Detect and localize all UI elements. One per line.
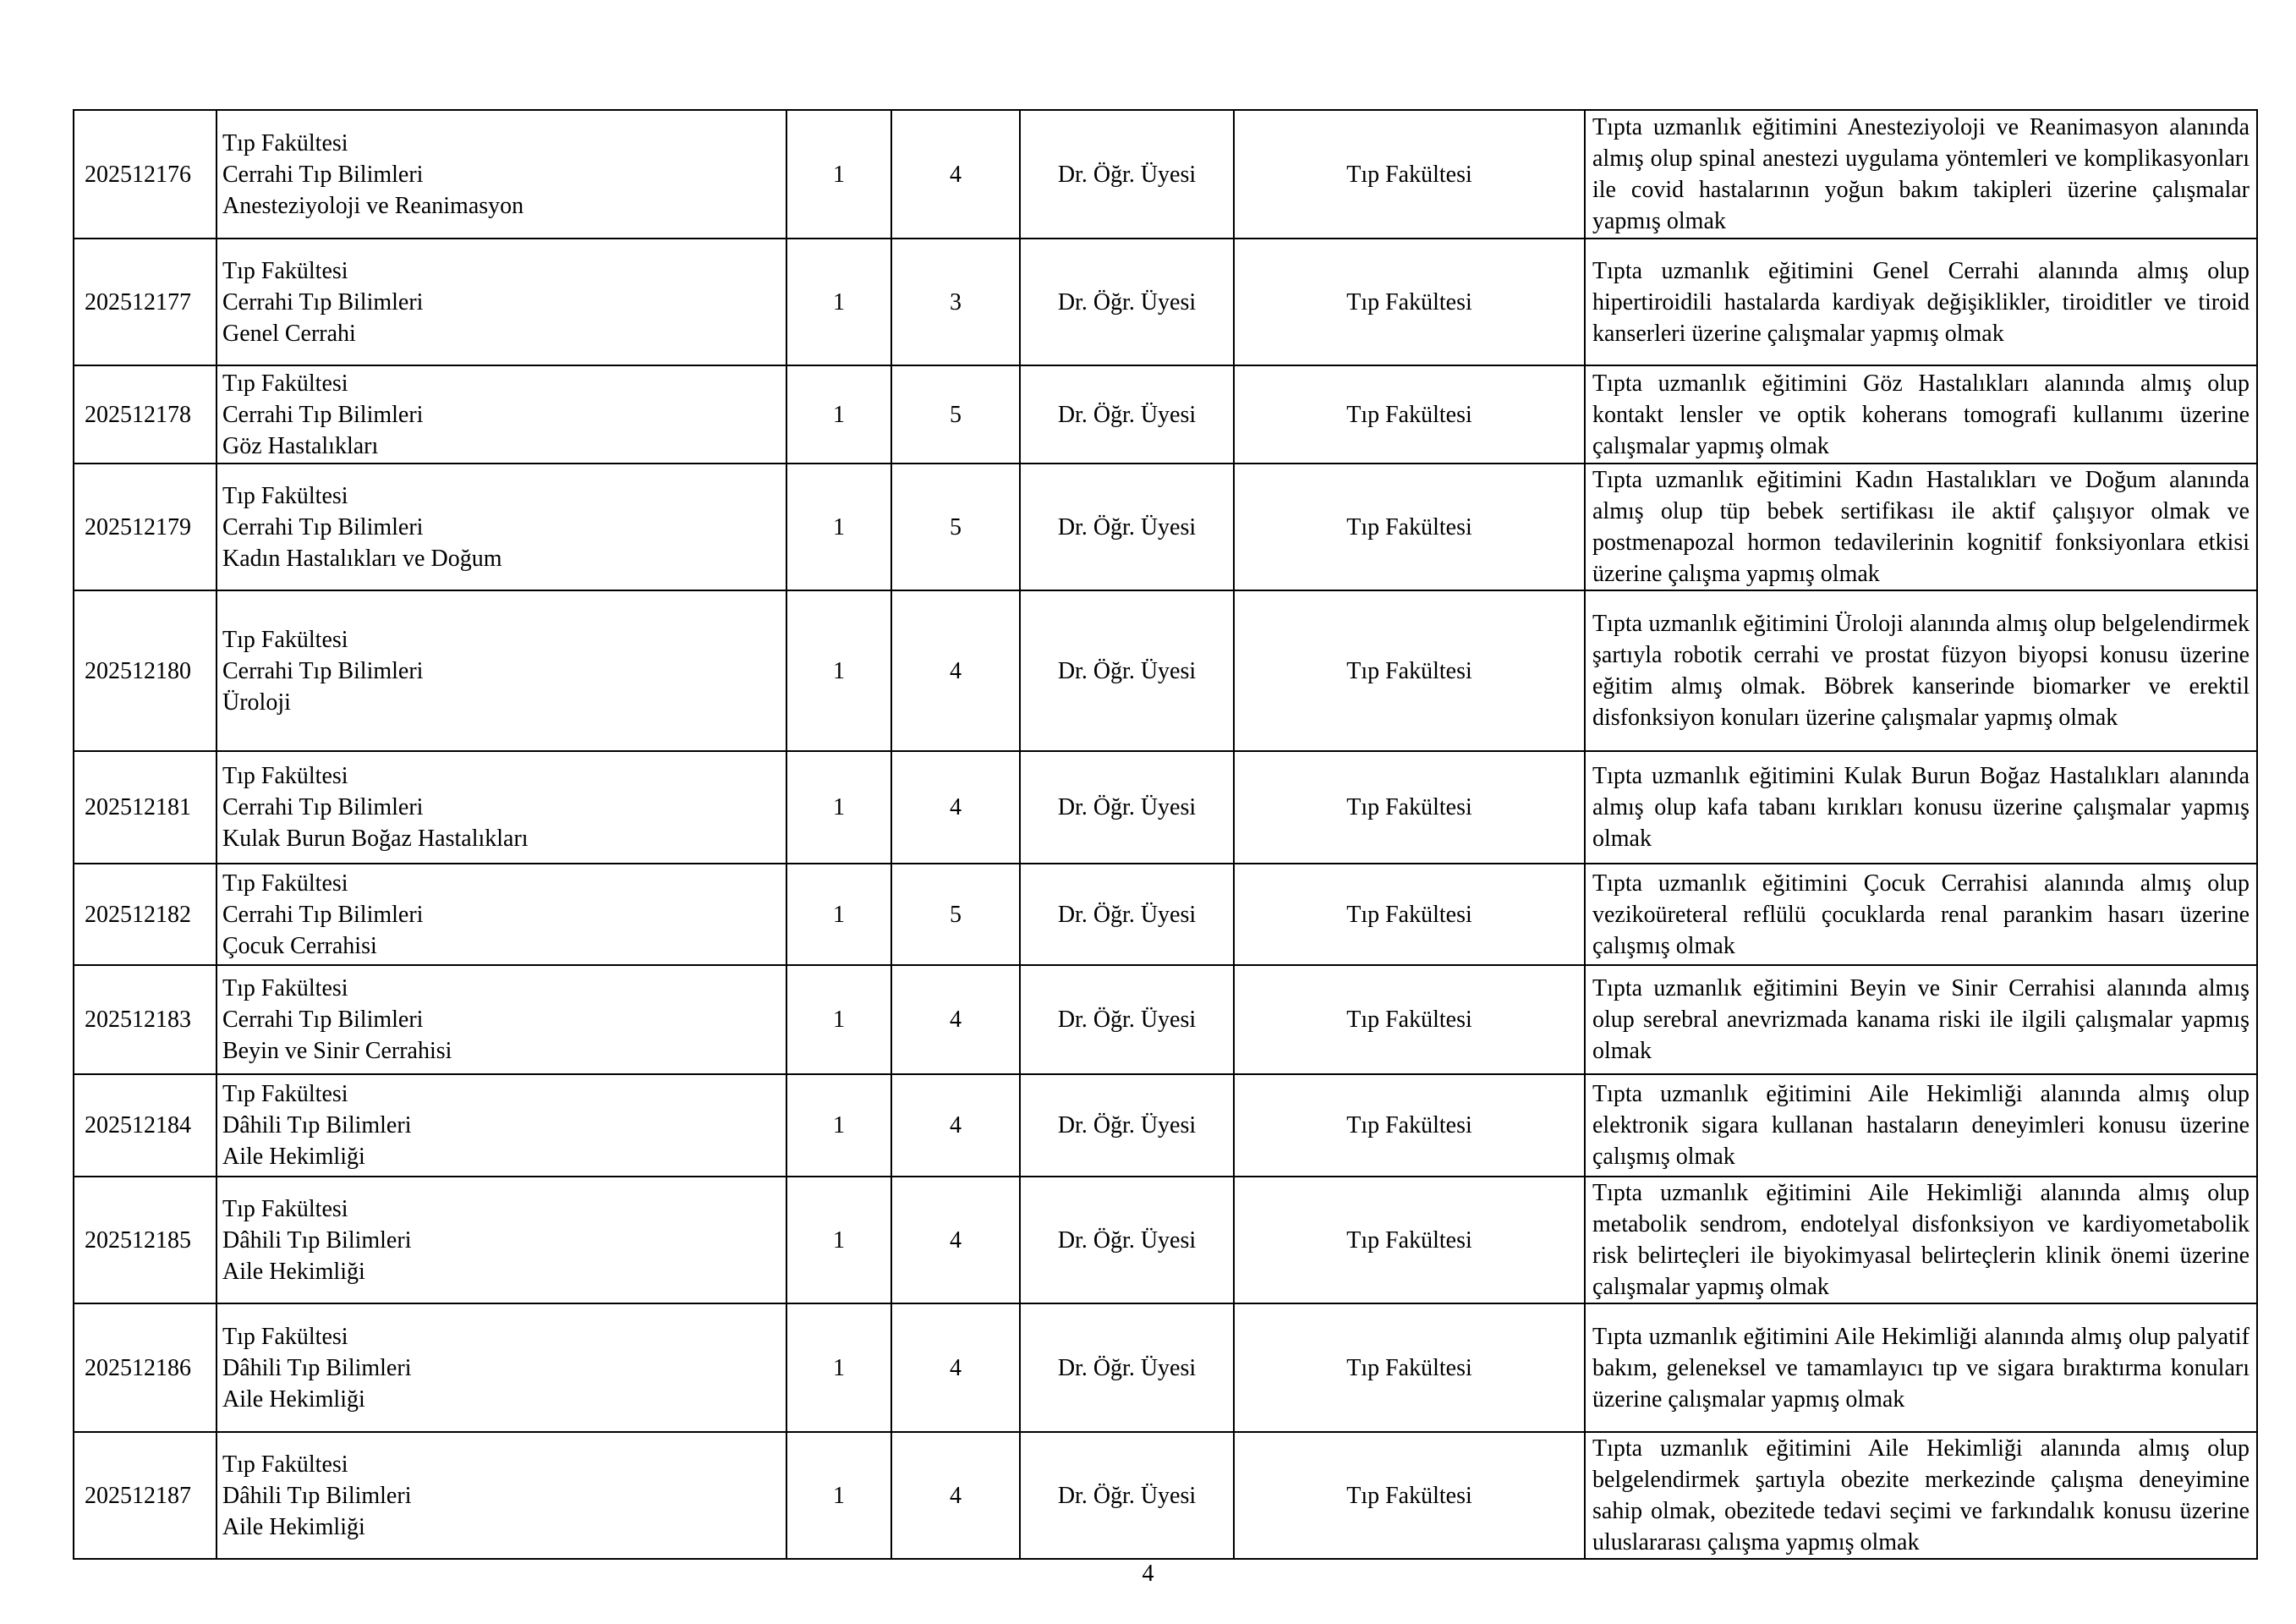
position-code: 202512187 (74, 1432, 216, 1559)
unit-line: Tıp Fakültesi (222, 763, 348, 789)
table-row (74, 965, 2257, 1074)
position-code: 202512183 (74, 965, 216, 1074)
unit-cell (216, 965, 786, 1074)
score: 4 (891, 1432, 1020, 1559)
requirements: Tıpta uzmanlık eğitimini Üroloji alanında almış olup belgelendirmek şartıyla robotik cerrahi ve prostat füzyon biyopsi konusu üzerine eğitim almış olmak. Böbrek kanserinde biomarker ve erektil disfonksiyon konuları üzerine çalışmalar yapmış olmak (1585, 590, 2257, 751)
unit-cell (216, 1074, 786, 1177)
requirements: Tıpta uzmanlık eğitimini Genel Cerrahi alanında almış olup hipertiroidili hastalarda kardiyak değişiklikler, tiroiditler ve tiroid kanserleri üzerine çalışmalar yapmış olmak (1585, 239, 2257, 365)
unit-line: Tıp Fakültesi (222, 482, 348, 509)
position-code: 202512185 (74, 1177, 216, 1303)
table-row (74, 1177, 2257, 1303)
unit-line: Dâhili Tıp Bilimleri (222, 1226, 412, 1254)
position-code: 202512176 (74, 110, 216, 239)
requirements: Tıpta uzmanlık eğitimini Göz Hastalıkları alanında almış olup kontakt lensler ve optik koherans tomografi kullanımı üzerine çalışmalar yapmış olmak (1585, 365, 2257, 464)
unit-line: Tıp Fakültesi (222, 975, 348, 1001)
position-code: 202512181 (74, 751, 216, 864)
position-count: 1 (786, 1432, 891, 1559)
position-count: 1 (786, 864, 891, 965)
position-count: 1 (786, 365, 891, 464)
unit-cell (216, 365, 786, 464)
table-row (74, 1303, 2257, 1432)
score: 4 (891, 965, 1020, 1074)
academic-title: Dr. Öğr. Üyesi (1020, 1074, 1234, 1177)
placement: Tıp Fakültesi (1234, 1303, 1585, 1432)
unit-line: Cerrahi Tıp Bilimleri (222, 161, 424, 188)
placement: Tıp Fakültesi (1234, 1432, 1585, 1559)
requirements: Tıpta uzmanlık eğitimini Aile Hekimliği alanında almış olup elektronik sigara kullanan hastaların deneyimleri konusu üzerine çalışmış olmak (1585, 1074, 2257, 1177)
position-code: 202512178 (74, 365, 216, 464)
position-code: 202512182 (74, 864, 216, 965)
position-count: 1 (786, 464, 891, 590)
score: 3 (891, 239, 1020, 365)
requirements: Tıpta uzmanlık eğitimini Kulak Burun Boğaz Hastalıkları alanında almış olup kafa tabanı kırıkları konusu üzerine çalışmalar yapmış olmak (1585, 751, 2257, 864)
requirements: Tıpta uzmanlık eğitimini Aile Hekimliği alanında almış olup metabolik sendrom, endotelyal disfonksiyon ve kardiyometabolik risk belirteçleri ile biyokimyasal belirteçlerin klinik önemi üzerine çalışmalar yapmış olmak (1585, 1177, 2257, 1303)
table-row (74, 751, 2257, 864)
unit-line: Cerrahi Tıp Bilimleri (222, 901, 424, 928)
unit-cell (216, 590, 786, 751)
academic-title: Dr. Öğr. Üyesi (1020, 1177, 1234, 1303)
unit-line: Kulak Burun Boğaz Hastalıkları (222, 826, 529, 852)
position-count: 1 (786, 590, 891, 751)
position-code: 202512186 (74, 1303, 216, 1432)
academic-title: Dr. Öğr. Üyesi (1020, 464, 1234, 590)
requirements: Tıpta uzmanlık eğitimini Aile Hekimliği alanında almış olup palyatif bakım, geleneksel ve tamamlayıcı tıp ve sigara bıraktırma konuları üzerine çalışmalar yapmış olmak (1585, 1303, 2257, 1432)
unit-cell (216, 864, 786, 965)
placement: Tıp Fakültesi (1234, 110, 1585, 239)
academic-title: Dr. Öğr. Üyesi (1020, 965, 1234, 1074)
placement: Tıp Fakültesi (1234, 965, 1585, 1074)
score: 4 (891, 751, 1020, 864)
unit-line: Tıp Fakültesi (222, 1195, 348, 1222)
requirements: Tıpta uzmanlık eğitimini Çocuk Cerrahisi alanında almış olup vezikoüreteral reflülü çocuklarda renal parankim hasarı üzerine çalışmış olmak (1585, 864, 2257, 965)
unit-line: Çocuk Cerrahisi (222, 932, 377, 959)
score: 4 (891, 590, 1020, 751)
unit-line: Dâhili Tıp Bilimleri (222, 1112, 412, 1138)
unit-line: Tıp Fakültesi (222, 257, 348, 284)
position-code: 202512184 (74, 1074, 216, 1177)
unit-line: Tıp Fakültesi (222, 370, 348, 397)
requirements: Tıpta uzmanlık eğitimini Anesteziyoloji ve Reanimasyon alanında almış olup spinal anestezi uygulama yöntemleri ve komplikasyonları ile covid hastalarının yoğun bakım takipleri üzerine çalışmalar yapmış olmak (1585, 110, 2257, 239)
page-number: 4 (1142, 1561, 1154, 1587)
unit-line: Dâhili Tıp Bilimleri (222, 1482, 412, 1509)
placement: Tıp Fakültesi (1234, 864, 1585, 965)
unit-line: Anesteziyoloji ve Reanimasyon (222, 192, 524, 219)
placement: Tıp Fakültesi (1234, 239, 1585, 365)
placement: Tıp Fakültesi (1234, 365, 1585, 464)
table-row (74, 464, 2257, 590)
requirements: Tıpta uzmanlık eğitimini Beyin ve Sinir Cerrahisi alanında almış olup serebral anevrizmada kanama riski ile ilgili çalışmalar yapmış olmak (1585, 965, 2257, 1074)
unit-line: Tıp Fakültesi (222, 129, 348, 156)
academic-title: Dr. Öğr. Üyesi (1020, 110, 1234, 239)
unit-line: Tıp Fakültesi (222, 626, 348, 653)
academic-title: Dr. Öğr. Üyesi (1020, 751, 1234, 864)
table-row (74, 239, 2257, 365)
position-count: 1 (786, 751, 891, 864)
academic-title: Dr. Öğr. Üyesi (1020, 590, 1234, 751)
unit-line: Göz Hastalıkları (222, 432, 379, 459)
score: 4 (891, 110, 1020, 239)
positions-table (73, 109, 2258, 1560)
score: 4 (891, 1303, 1020, 1432)
score: 5 (891, 464, 1020, 590)
unit-line: Cerrahi Tıp Bilimleri (222, 401, 424, 428)
placement: Tıp Fakültesi (1234, 590, 1585, 751)
unit-line: Tıp Fakültesi (222, 1451, 348, 1478)
unit-line: Tıp Fakültesi (222, 870, 348, 897)
position-count: 1 (786, 1074, 891, 1177)
table-row (74, 365, 2257, 464)
unit-line: Tıp Fakültesi (222, 1323, 348, 1350)
unit-line: Aile Hekimliği (222, 1144, 365, 1170)
placement: Tıp Fakültesi (1234, 464, 1585, 590)
unit-cell (216, 239, 786, 365)
score: 4 (891, 1177, 1020, 1303)
unit-line: Aile Hekimliği (222, 1258, 365, 1285)
unit-line: Genel Cerrahi (222, 320, 356, 347)
position-code: 202512180 (74, 590, 216, 751)
unit-line: Aile Hekimliği (222, 1385, 365, 1413)
table-row (74, 864, 2257, 965)
requirements: Tıpta uzmanlık eğitimini Aile Hekimliği alanında almış olup belgelendirmek şartıyla obezite merkezinde çalışma deneyimine sahip olmak, obezitede tedavi seçimi ve farkındalık konusu üzerine uluslararası çalışma yapmış olmak (1585, 1432, 2257, 1559)
unit-line: Beyin ve Sinir Cerrahisi (222, 1038, 452, 1064)
table-row (74, 1074, 2257, 1177)
unit-line: Cerrahi Tıp Bilimleri (222, 1007, 424, 1033)
unit-cell (216, 464, 786, 590)
unit-line: Aile Hekimliği (222, 1513, 365, 1540)
position-count: 1 (786, 1177, 891, 1303)
unit-cell (216, 1303, 786, 1432)
position-count: 1 (786, 965, 891, 1074)
position-code: 202512179 (74, 464, 216, 590)
table-row (74, 1432, 2257, 1559)
unit-line: Cerrahi Tıp Bilimleri (222, 288, 424, 315)
academic-title: Dr. Öğr. Üyesi (1020, 365, 1234, 464)
unit-line: Cerrahi Tıp Bilimleri (222, 794, 424, 820)
placement: Tıp Fakültesi (1234, 1074, 1585, 1177)
unit-cell (216, 751, 786, 864)
placement: Tıp Fakültesi (1234, 751, 1585, 864)
score: 5 (891, 365, 1020, 464)
academic-title: Dr. Öğr. Üyesi (1020, 864, 1234, 965)
position-count: 1 (786, 239, 891, 365)
academic-title: Dr. Öğr. Üyesi (1020, 1432, 1234, 1559)
unit-cell (216, 110, 786, 239)
position-code: 202512177 (74, 239, 216, 365)
requirements: Tıpta uzmanlık eğitimini Kadın Hastalıkları ve Doğum alanında almış olup tüp bebek sertifikası ile aktif çalışıyor olmak ve postmenapozal hormon tedavilerinin kognitif fonksiyonlara etkisi üzerine çalışma yapmış olmak (1585, 464, 2257, 590)
position-count: 1 (786, 1303, 891, 1432)
unit-line: Cerrahi Tıp Bilimleri (222, 657, 424, 684)
score: 5 (891, 864, 1020, 965)
unit-cell (216, 1177, 786, 1303)
unit-line: Kadın Hastalıkları ve Doğum (222, 545, 502, 572)
academic-title: Dr. Öğr. Üyesi (1020, 1303, 1234, 1432)
unit-cell (216, 1432, 786, 1559)
unit-line: Tıp Fakültesi (222, 1081, 348, 1107)
unit-line: Cerrahi Tıp Bilimleri (222, 513, 424, 540)
table-row (74, 590, 2257, 751)
table-row (74, 110, 2257, 239)
score: 4 (891, 1074, 1020, 1177)
unit-line: Üroloji (222, 689, 291, 716)
academic-title: Dr. Öğr. Üyesi (1020, 239, 1234, 365)
position-count: 1 (786, 110, 891, 239)
unit-line: Dâhili Tıp Bilimleri (222, 1354, 412, 1381)
placement: Tıp Fakültesi (1234, 1177, 1585, 1303)
